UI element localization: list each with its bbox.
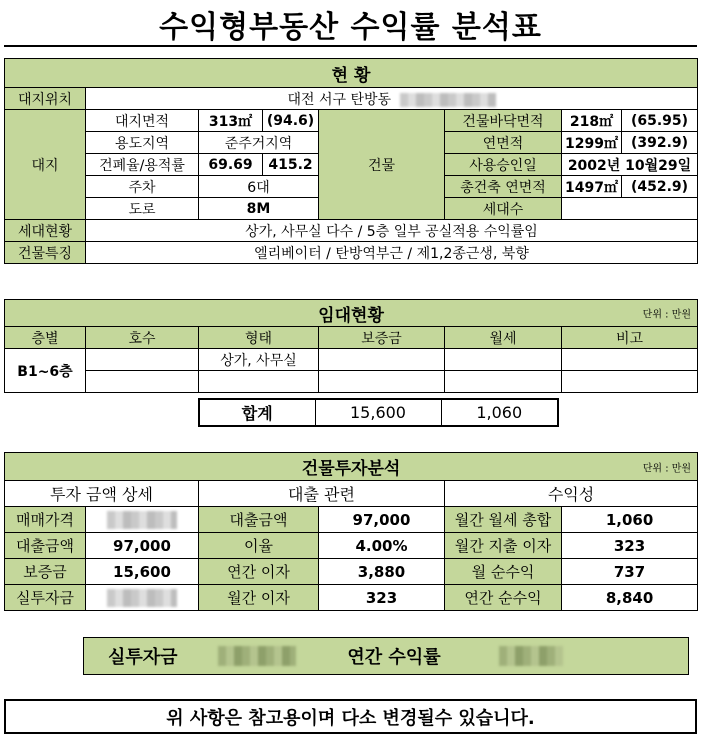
land-area-value: 313㎡ <box>199 110 263 132</box>
investment-table <box>4 452 698 611</box>
col-loan: 대출 관련 <box>199 481 445 507</box>
deposit-value: 15,600 <box>86 559 199 585</box>
table-row <box>5 371 698 393</box>
zoning-value: 준주거지역 <box>199 132 319 154</box>
lease-total-table <box>198 398 559 427</box>
location-cell <box>86 88 698 110</box>
land-area-pyeong: (94.6) <box>263 110 319 132</box>
col-type: 형태 <box>199 327 319 349</box>
total-floor-pyeong: (392.9) <box>622 132 698 154</box>
summary-yield-label: 연간 수익률 <box>312 638 477 675</box>
table-row <box>5 507 698 533</box>
rent-cell <box>445 349 562 371</box>
total-floor-label: 연면적 <box>445 132 562 154</box>
monthly-interest-expense-label: 월간 지출 이자 <box>445 533 562 559</box>
annual-net-income-label: 연간 순수익 <box>445 585 562 611</box>
monthly-interest-expense-value: 323 <box>562 533 698 559</box>
col-note: 비고 <box>562 327 698 349</box>
col-deposit: 보증금 <box>319 327 445 349</box>
actual-investment-label: 실투자금 <box>5 585 86 611</box>
deposit-label: 보증금 <box>5 559 86 585</box>
floor-area-label: 건물바닥면적 <box>445 110 562 132</box>
total-label: 합계 <box>199 399 315 426</box>
household-count-value <box>562 198 698 220</box>
summary-invest-value <box>202 638 312 675</box>
col-floor: 층별 <box>5 327 86 349</box>
redacted-yield <box>499 646 563 666</box>
redacted-summary-invest <box>218 646 296 666</box>
floor-area-ratio: 415.2 <box>263 154 319 176</box>
land-label: 대지 <box>5 110 86 220</box>
table-row <box>5 585 698 611</box>
loan-amount-label: 대출금액 <box>199 507 319 533</box>
table-row <box>5 349 698 371</box>
monthly-net-income-label: 월 순수익 <box>445 559 562 585</box>
parking-value: 6대 <box>199 176 319 198</box>
total-deposit: 15,600 <box>315 399 441 426</box>
unit-no-cell <box>86 371 199 393</box>
page-title: 수익형부동산 수익률 분석표 <box>4 2 697 47</box>
total-floor-value: 1299㎡ <box>562 132 622 154</box>
interest-rate-label: 이율 <box>199 533 319 559</box>
lease-unit: 단위 : 만원 <box>642 309 692 321</box>
redacted-investment <box>107 589 177 607</box>
disclaimer: 위 사항은 참고용이며 다소 변경될수 있습니다. <box>4 699 697 734</box>
annual-interest-value: 3,880 <box>319 559 445 585</box>
total-rent: 1,060 <box>441 399 558 426</box>
redacted-address <box>400 93 496 107</box>
location-label: 대지위치 <box>5 88 86 110</box>
type-cell <box>199 371 319 393</box>
col-profit: 수익성 <box>445 481 698 507</box>
building-feature-value: 엘리베이터 / 탄방역부근 / 제1,2종근생, 북향 <box>86 242 698 264</box>
floor-area-pyeong: (65.95) <box>622 110 698 132</box>
zoning-label: 용도지역 <box>86 132 199 154</box>
lease-table <box>4 299 698 393</box>
parking-label: 주차 <box>86 176 199 198</box>
loan-value: 97,000 <box>86 533 199 559</box>
building-label: 건물 <box>319 110 445 220</box>
location-value: 대전 서구 탄방동 <box>287 91 392 108</box>
gross-floor-pyeong: (452.9) <box>622 176 698 198</box>
note-cell <box>562 371 698 393</box>
gross-floor-value: 1497㎡ <box>562 176 622 198</box>
household-status-label: 세대현황 <box>5 220 86 242</box>
summary-yield-value <box>477 638 689 675</box>
investment-heading-cell <box>5 453 698 481</box>
col-invest-detail: 투자 금액 상세 <box>5 481 199 507</box>
actual-investment-value <box>86 585 199 611</box>
table-row <box>5 559 698 585</box>
deposit-cell <box>319 371 445 393</box>
floor-value: B1~6층 <box>5 349 86 393</box>
floor-area-value: 218㎡ <box>562 110 622 132</box>
coverage-ratio: 69.69 <box>199 154 263 176</box>
status-heading: 현 황 <box>5 59 698 88</box>
approval-date-value: 2002년 10월29일 <box>562 154 698 176</box>
lease-header-row <box>5 327 698 349</box>
monthly-interest-value: 323 <box>319 585 445 611</box>
lease-heading-cell <box>5 300 698 327</box>
type-value: 상가, 사무실 <box>199 349 319 371</box>
approval-date-label: 사용승인일 <box>445 154 562 176</box>
road-label: 도로 <box>86 198 199 220</box>
road-value: 8M <box>199 198 319 220</box>
table-row <box>5 533 698 559</box>
annual-net-income-value: 8,840 <box>562 585 698 611</box>
loan-amount-value: 97,000 <box>319 507 445 533</box>
coverage-label: 건폐율/용적률 <box>86 154 199 176</box>
rent-cell <box>445 371 562 393</box>
land-area-label: 대지면적 <box>86 110 199 132</box>
summary-table <box>83 637 689 675</box>
col-unit-no: 호수 <box>86 327 199 349</box>
col-rent: 월세 <box>445 327 562 349</box>
investment-unit: 단위 : 만원 <box>642 463 692 474</box>
unit-no-cell <box>86 349 199 371</box>
household-count-label: 세대수 <box>445 198 562 220</box>
gross-floor-label: 총건축 연면적 <box>445 176 562 198</box>
interest-rate-value: 4.00% <box>319 533 445 559</box>
note-cell <box>562 349 698 371</box>
building-feature-label: 건물특징 <box>5 242 86 264</box>
loan-label: 대출금액 <box>5 533 86 559</box>
monthly-rent-total-value: 1,060 <box>562 507 698 533</box>
household-status-value: 상가, 사무실 다수 / 5층 일부 공실적용 수익률임 <box>86 220 698 242</box>
status-table <box>4 58 698 264</box>
redacted-price <box>107 511 177 529</box>
deposit-cell <box>319 349 445 371</box>
monthly-interest-label: 월간 이자 <box>199 585 319 611</box>
lease-heading: 임대현황 <box>318 305 384 326</box>
purchase-price-value <box>86 507 199 533</box>
investment-heading: 건물투자분석 <box>301 459 401 479</box>
purchase-price-label: 매매가격 <box>5 507 86 533</box>
monthly-rent-total-label: 월간 월세 총합 <box>445 507 562 533</box>
monthly-net-income-value: 737 <box>562 559 698 585</box>
summary-invest-label: 실투자금 <box>84 638 202 675</box>
annual-interest-label: 연간 이자 <box>199 559 319 585</box>
